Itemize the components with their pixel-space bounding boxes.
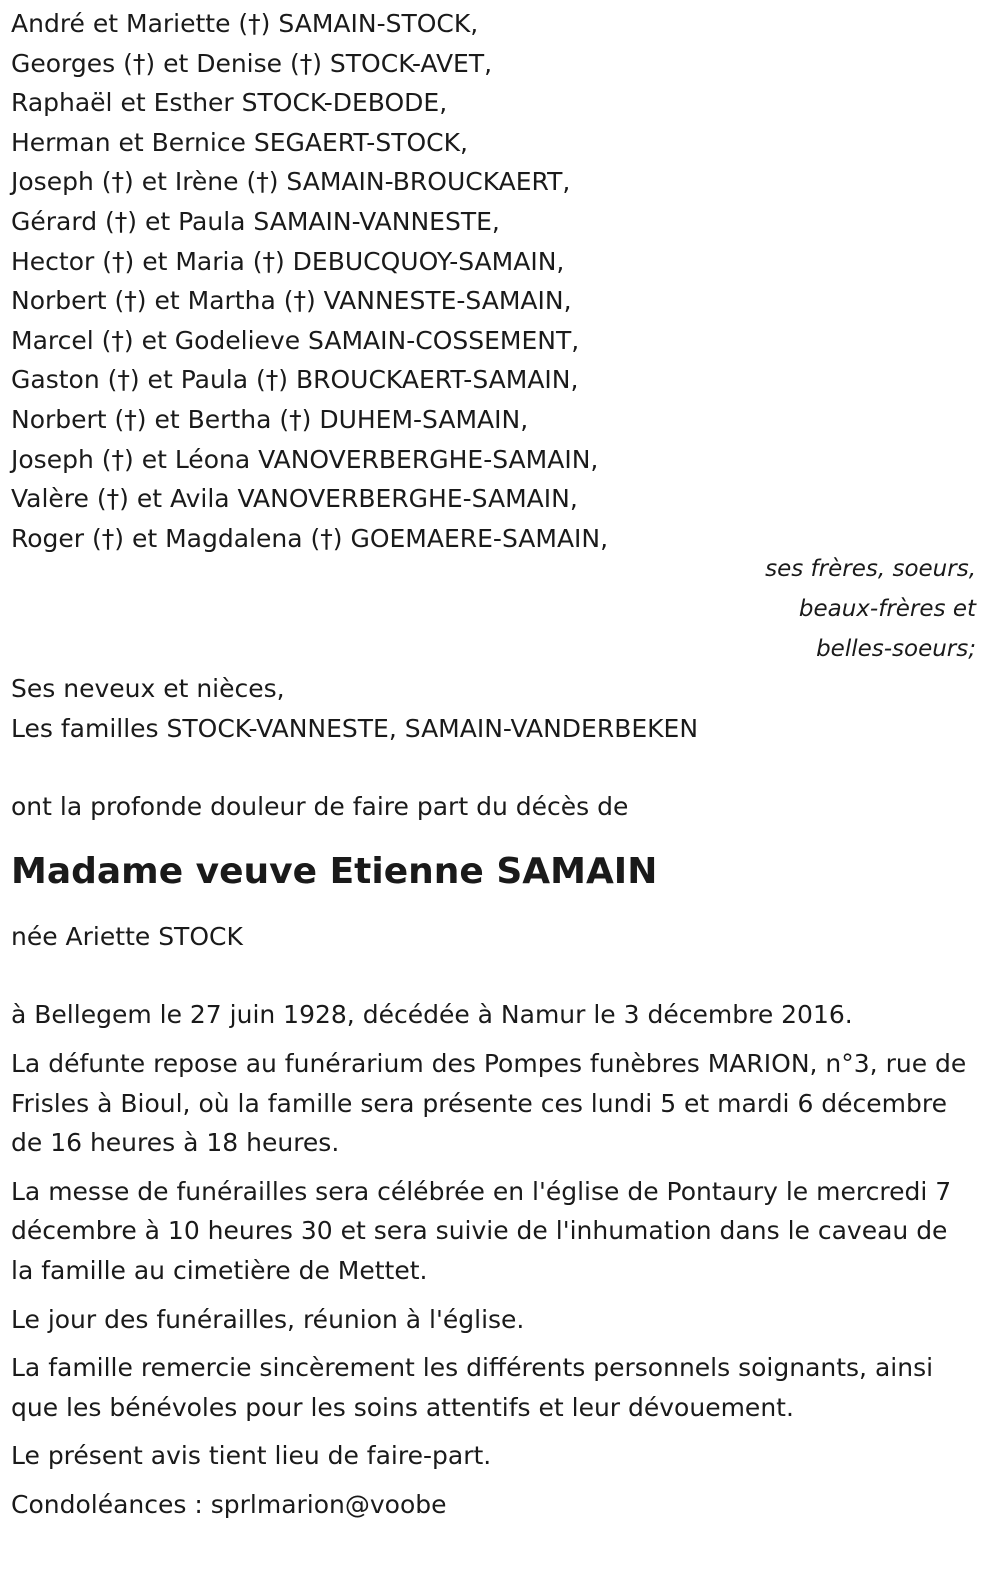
family-line: Roger (†) et Magdalena (†) GOEMAERE-SAMAIN, — [11, 523, 609, 553]
relation-line: belles-soeurs; — [816, 635, 976, 662]
spacer — [11, 956, 1000, 995]
extended-family — [11, 669, 1000, 748]
details — [11, 995, 1000, 1524]
family-line: Georges (†) et Denise (†) STOCK-AVET, — [11, 48, 493, 78]
condolences-paragraph: Condoléances : sprlmarion@voobe — [11, 1490, 447, 1519]
extended-family-line: Les familles STOCK-VANNESTE, SAMAIN-VANDERBEKEN — [11, 713, 699, 743]
family-line: Gaston (†) et Paula (†) BROUCKAERT-SAMAIN, — [11, 365, 579, 395]
reunion-paragraph: Le jour des funérailles, réunion à l'église. — [11, 1304, 525, 1334]
thanks-paragraph: La famille remercie sincèrement les différents personnels soignants, ainsi que les bénévoles pour les soins attentifs et leur dévouement. — [11, 1353, 934, 1422]
funeral-paragraph: La messe de funérailles sera célébrée en l'église de Pontaury le mercredi 7 décembre à 10 heures 30 et sera suivie de l'inhumation dans le caveau de la famille au cimetière de Mettet. — [11, 1176, 952, 1286]
spacer — [11, 748, 1000, 787]
family-line: Raphaël et Esther STOCK-DEBODE, — [11, 88, 448, 118]
family-line: Hector (†) et Maria (†) DEBUCQUOY-SAMAIN, — [11, 246, 565, 276]
extended-family-line: Ses neveux et nièces, — [11, 674, 285, 704]
family-line: Valère (†) et Avila VANOVERBERGHE-SAMAIN, — [11, 484, 578, 514]
family-list — [11, 4, 1000, 558]
relation-line: beaux-frères et — [798, 595, 976, 622]
family-line: Gérard (†) et Paula SAMAIN-VANNESTE, — [11, 206, 500, 236]
announcement-text: ont la profonde douleur de faire part du décès de — [11, 792, 629, 822]
visitation-paragraph: La défunte repose au funérarium des Pompes funèbres MARION, n°3, rue de Frisles à Bioul, où la famille sera présente ces lundi 5 et mardi 6 décembre de 16 heures à 18 heures. — [11, 1049, 967, 1158]
maiden-name: née Ariette STOCK — [11, 921, 243, 951]
relation-line: ses frères, soeurs, — [765, 556, 976, 583]
family-line: Joseph (†) et Irène (†) SAMAIN-BROUCKAERT, — [11, 167, 571, 197]
family-line: Marcel (†) et Godelieve SAMAIN-COSSEMENT, — [11, 325, 580, 355]
family-line: Herman et Bernice SEGAERT-STOCK, — [11, 127, 468, 157]
family-line: Norbert (†) et Bertha (†) DUHEM-SAMAIN, — [11, 404, 529, 434]
family-line: Joseph (†) et Léona VANOVERBERGHE-SAMAIN, — [11, 444, 599, 474]
deceased-name: Madame veuve Etienne SAMAIN — [11, 850, 658, 892]
relation-note — [11, 550, 1000, 669]
birth-death-paragraph: à Bellegem le 27 juin 1928, décédée à Namur le 3 décembre 2016. — [11, 1000, 853, 1030]
notice-paragraph: Le présent avis tient lieu de faire-part. — [11, 1441, 492, 1471]
family-line: André et Mariette (†) SAMAIN-STOCK, — [11, 9, 479, 38]
family-line: Norbert (†) et Martha (†) VANNESTE-SAMAIN, — [11, 286, 572, 316]
